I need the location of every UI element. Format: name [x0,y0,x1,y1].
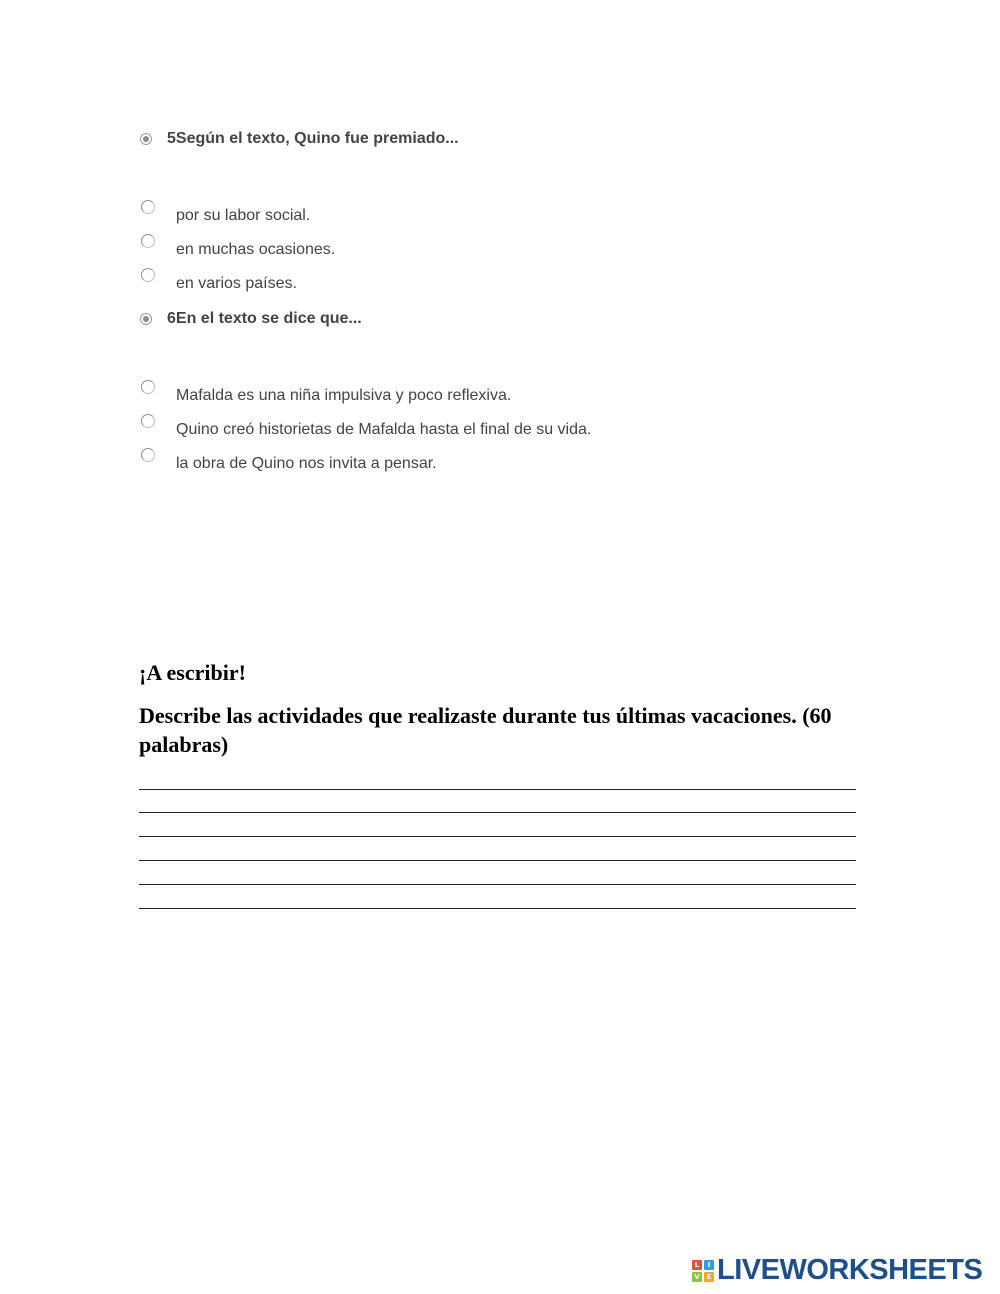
q5-option-2[interactable] [140,234,840,264]
radio-button[interactable] [141,200,155,214]
answer-line[interactable] [139,860,856,861]
radio-button[interactable] [141,380,155,394]
answer-line[interactable] [139,812,856,813]
answer-line[interactable] [139,836,856,837]
option-label: la obra de Quino nos invita a pensar. [176,455,437,472]
radio-button[interactable] [141,268,155,282]
option-label: Mafalda es una niña impulsiva y poco reflexiva. [176,387,512,404]
option-label: en muchas ocasiones. [176,241,336,258]
answer-line[interactable] [139,908,856,909]
logo-text: LIVEWORKSHEETS [717,1254,983,1286]
logo-mark-cell: L [692,1260,702,1270]
radio-button[interactable] [141,448,155,462]
question-number: 6 [167,310,176,327]
question-5-heading [140,130,459,148]
question-6-heading [140,310,362,328]
q6-option-1[interactable] [140,380,840,410]
logo-mark-icon [692,1260,714,1282]
question-text: Según el texto, Quino fue premiado... [175,130,459,147]
question-text: En el texto se dice que... [175,310,362,327]
q5-option-1[interactable] [140,200,840,230]
radio-button[interactable] [141,234,155,248]
q5-option-3[interactable] [140,268,840,298]
radio-button[interactable] [141,414,155,428]
answer-line[interactable] [139,884,856,885]
logo-mark-cell: I [704,1260,714,1270]
option-label: en varios países. [176,275,297,292]
q6-option-2[interactable] [140,414,840,444]
q6-option-3[interactable] [140,448,840,478]
liveworksheets-logo [692,1254,982,1287]
question-bullet-icon [140,133,152,145]
logo-mark-cell: E [704,1272,714,1282]
logo-mark-cell: V [692,1272,702,1282]
option-label: Quino creó historietas de Mafalda hasta el final de su vida. [176,421,592,438]
question-number: 5 [167,130,176,147]
answer-line[interactable] [139,789,856,790]
writing-prompt: Describe las actividades que realizaste durante tus últimas vacaciones. (60 palabras) [139,703,832,757]
question-bullet-icon [140,313,152,325]
writing-heading: ¡A escribir! [139,660,246,685]
option-label: por su labor social. [176,207,311,224]
